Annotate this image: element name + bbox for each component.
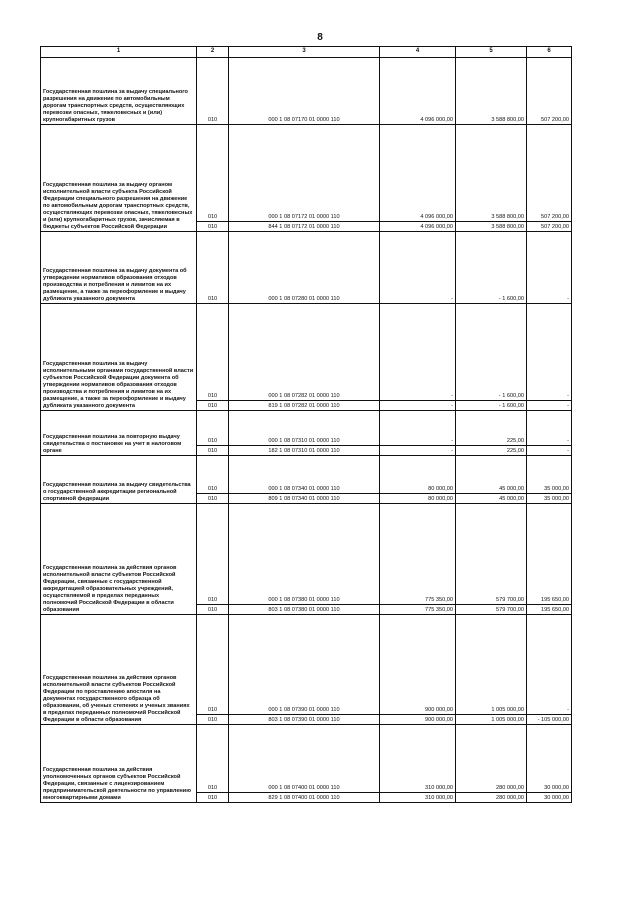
col4-value-cell: 775 350,00 bbox=[380, 504, 456, 605]
budget-code-cell: 809 1 08 07340 01 0000 110 bbox=[229, 494, 380, 504]
col4-value-cell: 775 350,00 bbox=[380, 605, 456, 615]
col5-value-cell: 3 588 800,00 bbox=[456, 58, 527, 125]
col4-value-cell: - bbox=[380, 446, 456, 456]
col6-value-cell: - bbox=[527, 411, 572, 446]
col4-value-cell: 80 000,00 bbox=[380, 456, 456, 494]
col4-value-cell: 4 096 000,00 bbox=[380, 125, 456, 222]
page-number: 8 bbox=[317, 32, 323, 43]
budget-code-cell: 829 1 08 07400 01 0000 110 bbox=[229, 793, 380, 803]
budget-code-cell: 000 1 08 07310 01 0000 110 bbox=[229, 411, 380, 446]
col6-value-cell: 30 000,00 bbox=[527, 793, 572, 803]
col4-value-cell: 80 000,00 bbox=[380, 494, 456, 504]
col5-value-cell: 225,00 bbox=[456, 446, 527, 456]
col6-value-cell: 35 000,00 bbox=[527, 456, 572, 494]
line-code-cell: 010 bbox=[197, 456, 229, 494]
budget-code-cell: 000 1 08 07280 01 0000 110 bbox=[229, 232, 380, 304]
table-row bbox=[41, 504, 572, 605]
col6-value-cell: - bbox=[527, 304, 572, 401]
table-row bbox=[41, 232, 572, 304]
col4-value-cell: - bbox=[380, 401, 456, 411]
col5-value-cell: - 1 600,00 bbox=[456, 232, 527, 304]
column-header: 2 bbox=[197, 47, 229, 58]
col5-value-cell: 579 700,00 bbox=[456, 504, 527, 605]
table-row bbox=[41, 615, 572, 715]
budget-code-cell: 819 1 08 07282 01 0000 110 bbox=[229, 401, 380, 411]
budget-code-cell: 000 1 08 07170 01 0000 110 bbox=[229, 58, 380, 125]
budget-code-cell: 844 1 08 07172 01 0000 110 bbox=[229, 222, 380, 232]
line-code-cell: 010 bbox=[197, 793, 229, 803]
table-row bbox=[41, 125, 572, 222]
col5-value-cell: 225,00 bbox=[456, 411, 527, 446]
line-code-cell: 010 bbox=[197, 715, 229, 725]
table-row bbox=[41, 304, 572, 401]
col5-value-cell: 45 000,00 bbox=[456, 494, 527, 504]
col4-value-cell: - bbox=[380, 304, 456, 401]
budget-code-cell: 182 1 08 07310 01 0000 110 bbox=[229, 446, 380, 456]
budget-code-cell: 000 1 08 07282 01 0000 110 bbox=[229, 304, 380, 401]
col6-value-cell: - bbox=[527, 446, 572, 456]
budget-code-cell: 000 1 08 07390 01 0000 110 bbox=[229, 615, 380, 715]
row-description: Государственная пошлина за выдачу специального разрешения на движение по автомобильным дорогам транспортных средств, осуществляющих перевозки опасных, тяжеловесных и (или) крупногабаритных грузов bbox=[41, 58, 197, 125]
column-header: 4 bbox=[380, 47, 456, 58]
line-code-cell: 010 bbox=[197, 725, 229, 793]
col4-value-cell: - bbox=[380, 232, 456, 304]
budget-code-cell: 000 1 08 07340 01 0000 110 bbox=[229, 456, 380, 494]
line-code-cell: 010 bbox=[197, 494, 229, 504]
line-code-cell: 010 bbox=[197, 605, 229, 615]
budget-code-cell: 000 1 08 07172 01 0000 110 bbox=[229, 125, 380, 222]
col6-value-cell: 30 000,00 bbox=[527, 725, 572, 793]
budget-code-cell: 803 1 08 07390 01 0000 110 bbox=[229, 715, 380, 725]
col4-value-cell: - bbox=[380, 411, 456, 446]
line-code-cell: 010 bbox=[197, 222, 229, 232]
table-body bbox=[41, 58, 572, 803]
col5-value-cell: 1 005 000,00 bbox=[456, 615, 527, 715]
row-description: Государственная пошлина за выдачу свидетельства о государственной аккредитации региональной спортивной федерации bbox=[41, 456, 197, 504]
line-code-cell: 010 bbox=[197, 615, 229, 715]
budget-code-cell: 000 1 08 07380 01 0000 110 bbox=[229, 504, 380, 605]
budget-table bbox=[40, 46, 572, 803]
budget-code-cell: 000 1 08 07400 01 0000 110 bbox=[229, 725, 380, 793]
col5-value-cell: 280 000,00 bbox=[456, 793, 527, 803]
line-code-cell: 010 bbox=[197, 125, 229, 222]
col5-value-cell: 45 000,00 bbox=[456, 456, 527, 494]
table-row bbox=[41, 58, 572, 125]
col6-value-cell: 195 650,00 bbox=[527, 504, 572, 605]
col6-value-cell: 35 000,00 bbox=[527, 494, 572, 504]
row-description: Государственная пошлина за действия уполномоченных органов субъектов Российской Федерации, связанные с лицензированием предпринимательской деятельности по управлению многоквартирными домами bbox=[41, 725, 197, 803]
col4-value-cell: 900 000,00 bbox=[380, 615, 456, 715]
budget-code-cell: 803 1 08 07380 01 0000 110 bbox=[229, 605, 380, 615]
row-description: Государственная пошлина за выдачу документа об утверждении нормативов образования отходов производства и потребления и лимитов на их размещение, а также за переоформление и выдачу дубликата указанного документа bbox=[41, 232, 197, 304]
table-row bbox=[41, 411, 572, 446]
col4-value-cell: 4 096 000,00 bbox=[380, 58, 456, 125]
line-code-cell: 010 bbox=[197, 411, 229, 446]
col6-value-cell: - bbox=[527, 232, 572, 304]
col6-value-cell: - bbox=[527, 401, 572, 411]
col6-value-cell: - 105 000,00 bbox=[527, 715, 572, 725]
table-row bbox=[41, 456, 572, 494]
column-header: 3 bbox=[229, 47, 380, 58]
col4-value-cell: 900 000,00 bbox=[380, 715, 456, 725]
col4-value-cell: 4 096 000,00 bbox=[380, 222, 456, 232]
col5-value-cell: - 1 600,00 bbox=[456, 304, 527, 401]
col6-value-cell: 507 200,00 bbox=[527, 222, 572, 232]
column-header: 6 bbox=[527, 47, 572, 58]
col6-value-cell: - bbox=[527, 615, 572, 715]
row-description: Государственная пошлина за повторную выдачу свидетельства о постановке на учет в налоговом органе bbox=[41, 411, 197, 456]
column-header: 5 bbox=[456, 47, 527, 58]
line-code-cell: 010 bbox=[197, 304, 229, 401]
line-code-cell: 010 bbox=[197, 446, 229, 456]
table-header-row bbox=[41, 47, 572, 58]
line-code-cell: 010 bbox=[197, 401, 229, 411]
table-row bbox=[41, 725, 572, 793]
col5-value-cell: - 1 600,00 bbox=[456, 401, 527, 411]
col4-value-cell: 310 000,00 bbox=[380, 793, 456, 803]
col6-value-cell: 195 650,00 bbox=[527, 605, 572, 615]
row-description: Государственная пошлина за выдачу органом исполнительной власти субъекта Российской Федерации специального разрешения на движение по автомобильным дорогам транспортных средств, осуществляющих перевозки опасных, тяжеловесных и (или) крупногабаритных грузов, зачисляемая в бюджеты субъектов Российской Федерации bbox=[41, 125, 197, 232]
line-code-cell: 010 bbox=[197, 504, 229, 605]
row-description: Государственная пошлина за действия органов исполнительной власти субъектов Российской Федерации, связанные с государственной аккредитацией образовательных учреждений, осуществляемой в пределах переданных полномочий Российской Федерации в области образования bbox=[41, 504, 197, 615]
col5-value-cell: 579 700,00 bbox=[456, 605, 527, 615]
col5-value-cell: 1 005 000,00 bbox=[456, 715, 527, 725]
col6-value-cell: 507 200,00 bbox=[527, 125, 572, 222]
line-code-cell: 010 bbox=[197, 58, 229, 125]
row-description: Государственная пошлина за действия органов исполнительной власти субъектов Российской Федерации по проставлению апостиля на документах государственного образца об образовании, об ученых степенях и ученых званиях в пределах переданных полномочий Российской Федерации в области образования bbox=[41, 615, 197, 725]
col4-value-cell: 310 000,00 bbox=[380, 725, 456, 793]
col5-value-cell: 3 588 800,00 bbox=[456, 125, 527, 222]
row-description: Государственная пошлина за выдачу исполнительными органами государственной власти субъектов Российской Федерации документа об утверждении нормативов образования отходов производства и потребления и лимитов на их размещение, а также за переоформление и выдачу дубликата указанного документа bbox=[41, 304, 197, 411]
line-code-cell: 010 bbox=[197, 232, 229, 304]
column-header: 1 bbox=[41, 47, 197, 58]
col5-value-cell: 3 588 800,00 bbox=[456, 222, 527, 232]
col6-value-cell: 507 200,00 bbox=[527, 58, 572, 125]
col5-value-cell: 280 000,00 bbox=[456, 725, 527, 793]
